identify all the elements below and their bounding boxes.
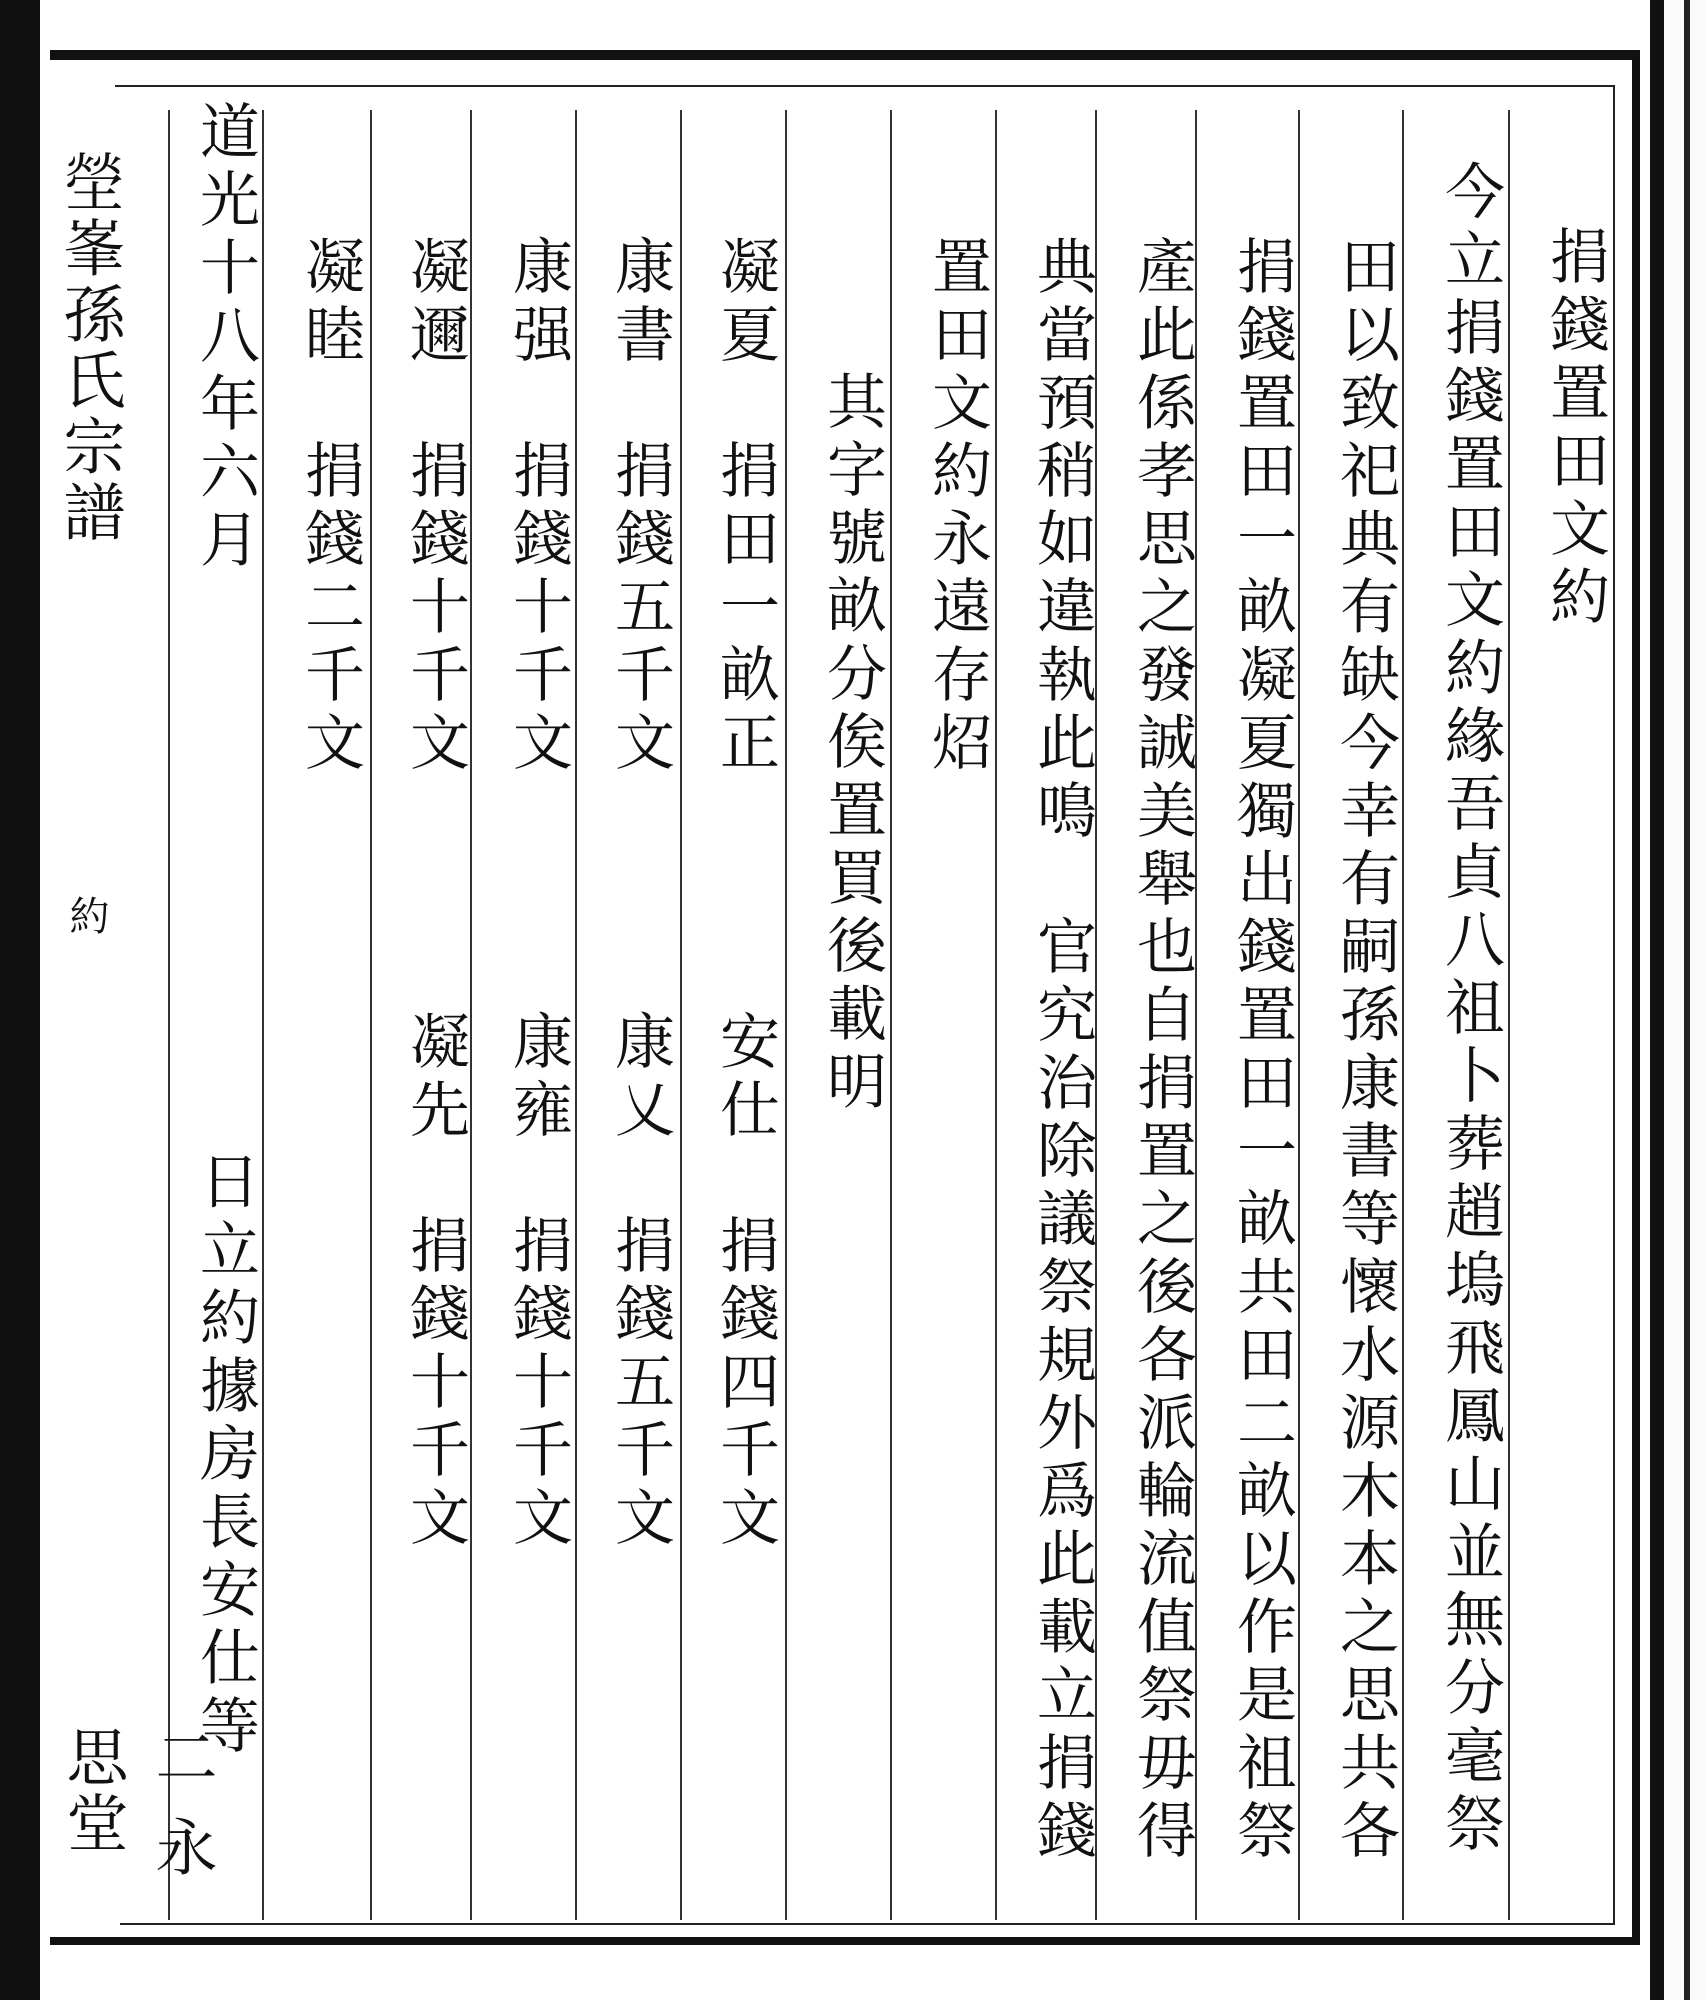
adjacent-page-edge — [1650, 0, 1705, 2000]
donor-entry: 凝邇 捐錢十千文 — [400, 235, 470, 779]
body-line-3: 捐錢置田一畝凝夏獨出錢置田一畝共田二畝以作是祖祭 — [1227, 235, 1297, 1867]
margin-section-label: 約 — [63, 895, 109, 935]
page-binding-edge — [0, 0, 40, 2000]
document-page — [40, 50, 1640, 1945]
body-line-2: 田以致祀典有缺今幸有嗣孫康書等懷水源木本之思共各 — [1330, 235, 1400, 1867]
genealogy-title: 塋峯孫氏宗譜 — [53, 150, 126, 546]
donor-entry: 康雍 捐錢十千文 — [503, 1010, 573, 1554]
body-line-5: 典當預稍如違執此鳴 官究治除議祭規外爲此載立捐錢 — [1027, 235, 1097, 1867]
signature-line: 日立約據房長安仕等 — [190, 1150, 260, 1762]
donor-entry: 康書 捐錢五千文 — [605, 235, 675, 779]
donor-entry: 凝先 捐錢十千文 — [400, 1010, 470, 1554]
document-date: 道光十八年六月 — [190, 100, 260, 576]
column-rule — [168, 110, 170, 1920]
body-line-1: 今立捐錢置田文約緣吾貞八祖卜葬趙塢飛鳳山並無分毫祭 — [1435, 160, 1505, 1860]
note-line: 其字號畝分俟置買後載明 — [817, 370, 887, 1118]
margin-column — [40, 95, 218, 1925]
donor-entry: 康强 捐錢十千文 — [503, 235, 573, 779]
body-line-6: 置田文約永遠存炤 — [922, 235, 992, 779]
donor-entry: 凝睦 捐錢二千文 — [295, 235, 365, 779]
body-line-4: 產此係孝思之發誠美舉也自捐置之後各派輪流值祭毋得 — [1127, 235, 1197, 1867]
donor-entry: 安仕 捐錢四千文 — [710, 1010, 780, 1554]
donor-entry: 凝夏 捐田一畝正 — [710, 235, 780, 779]
page-label: 二 永思堂 — [56, 1725, 218, 1881]
document-heading: 捐錢置田文約 — [1540, 225, 1610, 633]
donor-entry: 康乂 捐錢五千文 — [605, 1010, 675, 1554]
